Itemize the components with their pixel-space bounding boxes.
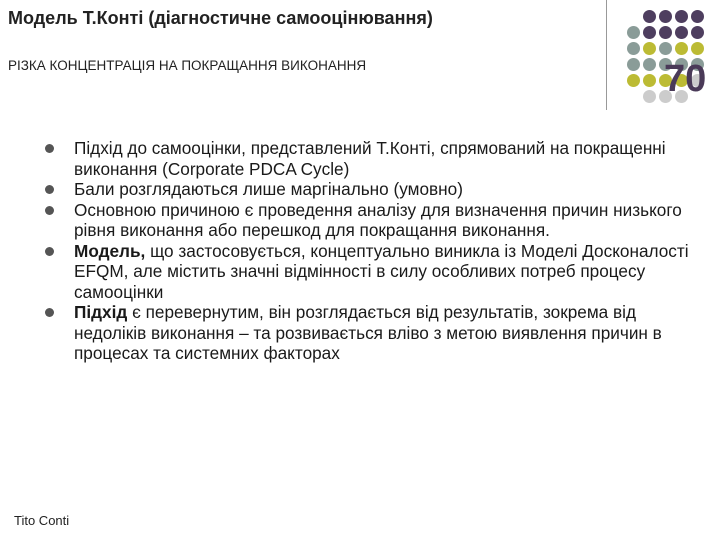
decorative-dot: [611, 74, 624, 87]
slide-number: 70: [664, 58, 707, 100]
decorative-dot: [611, 26, 624, 39]
decorative-dot: [643, 42, 656, 55]
decorative-dot: [675, 42, 688, 55]
decorative-dot: [691, 26, 704, 39]
bullet-text: Основною причиною є проведення аналізу для визначення причин низького рівня виконання або перешкод для покращання виконання.: [74, 199, 682, 240]
bullet-item: [44, 179, 704, 200]
decorative-dot: [611, 58, 624, 71]
bullet-bold: Підхід: [74, 302, 128, 322]
decorative-dot: [611, 10, 624, 23]
decorative-dot: [675, 26, 688, 39]
decorative-dot: [659, 26, 672, 39]
decorative-dot: [627, 26, 640, 39]
decorative-dot: [643, 74, 656, 87]
bullet-list: [44, 138, 704, 364]
bullet-icon: [45, 247, 54, 256]
bullet-text: Підхід до самооцінки, представлений Т.Конті, спрямований на покращенні виконання (Corporate PDCA Cycle): [74, 138, 666, 179]
decorative-dot: [627, 58, 640, 71]
bullet-item: [44, 241, 704, 303]
bullet-icon: [45, 185, 54, 194]
decorative-dot: [659, 10, 672, 23]
decorative-dot: [627, 42, 640, 55]
bullet-icon: [45, 206, 54, 215]
decorative-dot: [691, 10, 704, 23]
decorative-dot: [611, 90, 624, 103]
decorative-dot: [691, 42, 704, 55]
decorative-dot: [643, 26, 656, 39]
decorative-dot: [627, 90, 640, 103]
bullet-item: [44, 200, 704, 241]
decorative-dot: [643, 90, 656, 103]
slide-title: Модель Т.Конті (діагностичне самооцінювання): [8, 8, 433, 28]
decorative-dot: [611, 42, 624, 55]
decorative-dot: [643, 58, 656, 71]
decorative-dot: [659, 42, 672, 55]
footer-author: Tito Conti: [14, 513, 70, 528]
decorative-dot: [627, 74, 640, 87]
divider-line: [606, 0, 607, 110]
decorative-dot: [675, 10, 688, 23]
bullet-text: є перевернутим, він розглядається від результатів, зокрема від недоліків виконання – та розвивається вліво з метою виявлення причин в процесах та системних факторах: [74, 302, 662, 363]
bullet-text: що застосовується, концептуально виникла із Моделі Досконалості EFQM, але містить значні відмінності в силу особливих потреб процесу самооцінки: [74, 240, 689, 302]
bullet-text: Бали розглядаються лише маргінально (умовно): [74, 179, 463, 199]
slide-subtitle: РІЗКА КОНЦЕНТРАЦІЯ НА ПОКРАЩАННЯ ВИКОНАННЯ: [8, 58, 367, 73]
bullet-item: [44, 138, 704, 179]
bullet-icon: [45, 144, 54, 153]
bullet-bold: Модель,: [74, 240, 146, 261]
bullet-icon: [45, 308, 54, 317]
bullet-item: [44, 302, 704, 364]
decorative-dot: [643, 10, 656, 23]
decorative-dot: [627, 10, 640, 23]
